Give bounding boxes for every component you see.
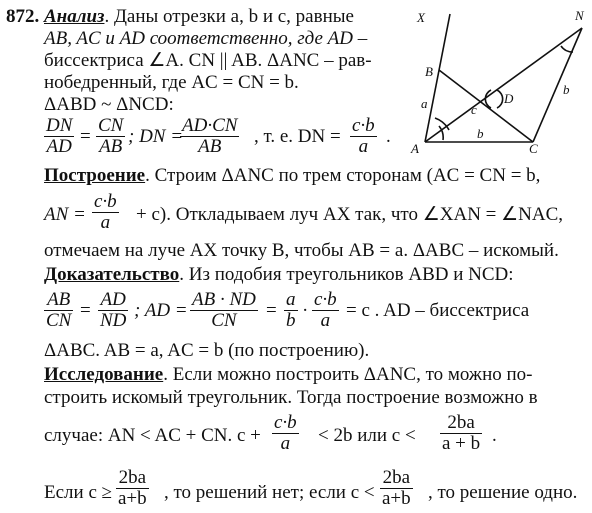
analysis-text-5: ΔABD ~ ΔNCD: — [44, 94, 174, 115]
research-text-3a: случае: AN < AC + CN. c + — [44, 425, 261, 446]
fraction-denominator: a+b — [382, 488, 411, 509]
fraction-denominator: a+b — [118, 488, 147, 509]
construction-line-1 — [44, 165, 540, 187]
fraction-cn-ab — [96, 116, 125, 157]
multiply-dot: · — [302, 300, 309, 321]
fraction-denominator: a — [358, 136, 369, 157]
period: . — [386, 126, 391, 147]
label-c-vertex: C — [529, 141, 538, 154]
period: . — [492, 425, 497, 446]
angle-arc-a — [439, 126, 443, 140]
label-side-a: a — [421, 96, 428, 111]
ad-equals: ; AD = — [134, 300, 188, 321]
construction-heading: Построение — [44, 165, 146, 186]
fraction-denominator: a — [280, 433, 291, 454]
segment-bc — [439, 70, 533, 142]
fraction-abnd-cn — [190, 290, 258, 331]
research-heading: Исследование — [44, 364, 164, 385]
label-b: B — [425, 64, 433, 79]
construction-text-2: + c). Откладываем луч AX так, что ∠XAN = ∠NAC, — [136, 204, 564, 225]
fraction-cb-a-3 — [312, 290, 339, 331]
research-text-2: строить искомый треугольник. Тогда построение возможно в — [44, 387, 538, 408]
an-equals: AN = — [44, 204, 86, 225]
fraction-dn-ad — [44, 116, 74, 157]
fraction-numerator: c·b — [94, 191, 117, 212]
fraction-numerator: CN — [98, 115, 124, 136]
fraction-numerator: AD·CN — [182, 115, 238, 136]
dn-equals: ; DN = — [128, 126, 184, 147]
proof-text-2: = c . AD – биссектриса — [346, 300, 530, 321]
fraction-denominator: AD — [46, 136, 72, 157]
proof-text-1: . Из подобия треугольников ABD и NCD: — [179, 264, 514, 285]
fraction-a-b — [284, 290, 298, 331]
analysis-text-4: нобедренный, где AC = CN = b. — [44, 72, 299, 93]
fraction-denominator: AB — [198, 136, 222, 157]
proof-heading: Доказательство — [44, 264, 180, 285]
fraction-cb-a — [350, 116, 377, 157]
fraction-denominator: a + b — [442, 433, 481, 454]
conclusion-text-a: Если c ≥ — [44, 482, 113, 503]
problem-line-1 — [6, 6, 354, 28]
research-text-3b: < 2b или c < — [318, 425, 416, 446]
label-side-b-right: b — [563, 82, 570, 97]
fraction-denominator: CN — [46, 310, 72, 331]
fraction-numerator: 2ba — [116, 468, 149, 489]
fraction-numerator: c·b — [274, 412, 297, 433]
fraction-denominator: CN — [211, 310, 237, 331]
fraction-denominator: a — [320, 310, 331, 331]
proof-text-3: ΔABC. AB = a, AC = b (по построению). — [44, 340, 370, 361]
fraction-2ba-apb-2 — [116, 468, 149, 509]
label-x: X — [417, 10, 425, 25]
analysis-heading: Анализ — [44, 6, 105, 27]
label-side-c: c — [471, 102, 477, 117]
fraction-numerator: c·b — [352, 115, 375, 136]
label-n: N — [575, 8, 584, 23]
geometry-figure — [405, 4, 590, 154]
proof-line-1 — [44, 264, 514, 286]
fraction-ad-nd — [98, 290, 128, 331]
fraction-adcn-ab — [180, 116, 239, 157]
fraction-denominator: AB — [99, 136, 123, 157]
label-side-b-bottom: b — [477, 126, 484, 141]
fraction-2ba-apb — [440, 413, 482, 454]
conclusion-text-c: , то решение одно. — [428, 482, 578, 503]
analysis-text-1: . Даны отрезки a, b и c, равные — [104, 6, 354, 27]
fraction-numerator: a — [286, 289, 296, 310]
problem-number: 872. — [6, 6, 40, 27]
fraction-numerator: 2ba — [440, 413, 482, 434]
label-a-vertex: A — [411, 141, 419, 154]
te-dn-equals: , т. е. DN = — [254, 126, 341, 147]
fraction-cb-a-2 — [92, 192, 119, 233]
fraction-ab-cn — [44, 290, 73, 331]
angle-arc-a-2 — [435, 118, 449, 130]
equals-sign: = — [80, 126, 91, 147]
equals-sign: = — [80, 300, 91, 321]
fraction-numerator: AB — [44, 290, 73, 311]
segment-an — [425, 28, 582, 142]
research-text-1: . Если можно построить ΔANC, то можно по- — [163, 364, 533, 385]
research-line-1 — [44, 364, 532, 386]
fraction-numerator: AB · ND — [192, 289, 256, 310]
fraction-numerator: c·b — [314, 289, 337, 310]
conclusion-text-b: , то решений нет; если c < — [164, 482, 375, 503]
construction-text-1: . Строим ΔANC по трем сторонам (AC = CN = b, — [145, 165, 541, 186]
construction-text-3: отмечаем на луче AX точку B, чтобы AB = a. ΔABC – искомый. — [44, 240, 559, 261]
fraction-denominator: ND — [100, 310, 127, 331]
fraction-numerator: DN — [46, 115, 73, 136]
fraction-numerator: 2ba — [380, 468, 413, 489]
equals-sign: = — [266, 300, 277, 321]
fraction-2ba-apb-3 — [380, 468, 413, 509]
analysis-text-3: биссектриса ∠A. CN || AB. ΔANC – рав- — [44, 50, 372, 71]
fraction-cb-a-4 — [272, 413, 299, 454]
label-d: D — [504, 91, 514, 106]
fraction-numerator: AD — [98, 290, 128, 311]
angle-arc-d-right — [497, 90, 503, 108]
fraction-denominator: a — [100, 212, 111, 233]
analysis-text-2: AB, AC и AD соответственно, где AD – — [44, 28, 368, 49]
fraction-denominator: b — [286, 310, 296, 331]
